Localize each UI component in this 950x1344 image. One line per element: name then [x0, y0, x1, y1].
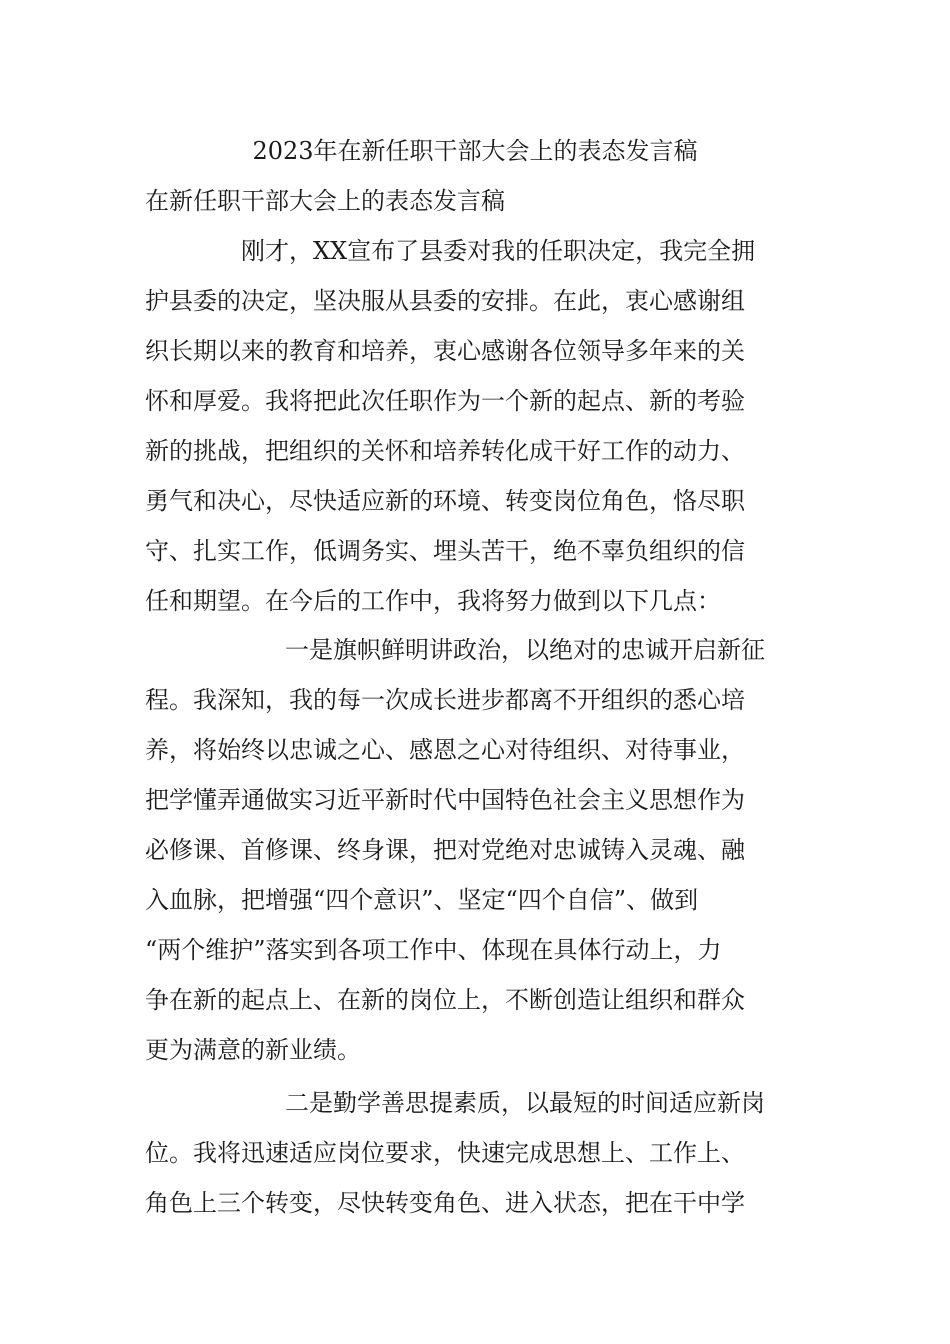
- paragraph-line: 护县委的决定，坚决服从县委的安排。在此，衷心感谢组: [145, 287, 745, 315]
- paragraph-line: 养，将始终以忠诚之心、感恩之心对待组织、对待事业，: [145, 736, 745, 764]
- paragraph-line: 二是勤学善思提素质，以最短的时间适应新岗: [285, 1089, 765, 1117]
- paragraph-line: 织长期以来的教育和培养，衷心感谢各位领导多年来的关: [145, 337, 745, 365]
- document-subtitle: 在新任职干部大会上的表态发言稿: [145, 187, 505, 215]
- paragraph-line: 争在新的起点上、在新的岗位上，不断创造让组织和群众: [145, 986, 745, 1014]
- paragraph-line: 位。我将迅速适应岗位要求，快速完成思想上、工作上、: [145, 1139, 745, 1167]
- paragraph-line: 必修课、首修课、终身课，把对党绝对忠诚铸入灵魂、融: [145, 836, 745, 864]
- paragraph-line: 入血脉，把增强“四个意识”、坚定“四个自信”、做到: [145, 886, 699, 914]
- paragraph-line: 新的挑战，把组织的关怀和培养转化成干好工作的动力、: [145, 437, 745, 465]
- paragraph-line: 程。我深知，我的每一次成长进步都离不开组织的悉心培: [145, 686, 745, 714]
- paragraph-line: 一是旗帜鲜明讲政治，以绝对的忠诚开启新征: [285, 636, 765, 664]
- paragraph-line: 勇气和决心，尽快适应新的环境、转变岗位角色，恪尽职: [145, 487, 745, 515]
- paragraph-line: 把学懂弄通做实习近平新时代中国特色社会主义思想作为: [145, 786, 745, 814]
- paragraph-line: 刚才，XX宣布了县委对我的任职决定，我完全拥: [241, 237, 756, 265]
- paragraph-line: 守、扎实工作，低调务实、埋头苦干，绝不辜负组织的信: [145, 537, 745, 565]
- paragraph-line: 任和期望。在今后的工作中，我将努力做到以下几点：: [145, 587, 721, 615]
- paragraph-line: 角色上三个转变，尽快转变角色、进入状态，把在干中学: [145, 1189, 745, 1217]
- paragraph-line: 更为满意的新业绩。: [145, 1036, 361, 1064]
- paragraph-line: 怀和厚爱。我将把此次任职作为一个新的起点、新的考验: [145, 387, 745, 415]
- document-title: 2023年在新任职干部大会上的表态发言稿: [252, 137, 698, 165]
- paragraph-line: “两个维护”落实到各项工作中、体现在具体行动上，力: [145, 936, 722, 964]
